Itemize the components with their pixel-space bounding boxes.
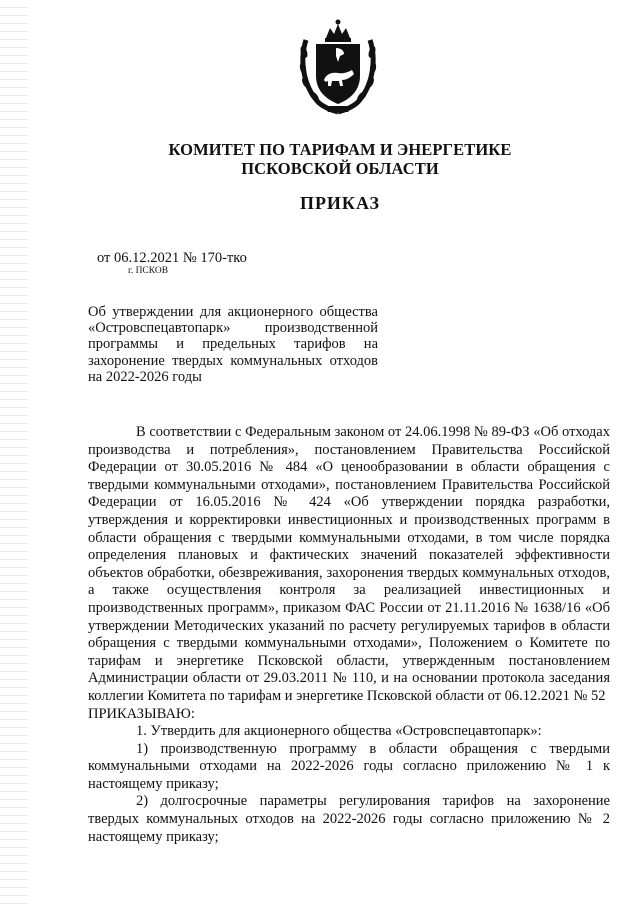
document-body <box>88 424 610 846</box>
place-label: г. ПСКОВ <box>128 266 169 276</box>
pskov-coat-of-arms-icon <box>296 18 380 116</box>
scan-edge-noise <box>0 0 28 905</box>
order-item-1-1: 1) производственную программу в области обращения с твердыми коммунальными отходами на 2022-2026 годы согласно приложению № 1 к настоящему приказу; <box>88 740 610 792</box>
preamble-paragraph: В соответствии с Федеральным законом от 24.06.1998 № 89-ФЗ «Об отходах производства и потребления», постановлением Правительства Российской Федерации от 30.05.2016 № 484 «О ценообразовании в области обращения с твердыми коммунальными отходами», постановлением Правительства Российской Федерации от 16.05.2016 № 424 «Об утверждении порядка разработки, утверждения и корректировки инвестиционных и производственных программ в области обращения с твердыми коммунальными отходами, в том числе порядка определения плановых и фактических значений показателей эффективности объектов обработки, обезвреживания, захоронения твердых коммунальных отходов, а также осуществления контроля за реализацией инвестиционных и производственных программ», приказом ФАС России от 21.11.2016 № 1638/16 «Об утверждении Методических указаний по расчету регулируемых тарифов в области обращения с твердыми коммунальными отходами», Положением о Комитете по тарифам и энергетике Псковской области, утвержденным постановлением Администрации области от 29.03.2011 № 110, и на основании протокола заседания коллегии Комитета по тарифам и энергетике Псковской области от 06.12.2021 № 52 <box>88 424 610 704</box>
date-and-number: от 06.12.2021 № 170-тко <box>97 250 247 266</box>
document-type-title: ПРИКАЗ <box>299 193 381 213</box>
order-keyword: ПРИКАЗЫВАЮ: <box>88 705 195 722</box>
order-subject: Об утверждении для акционерного общества «Островспецавтопарк» производственной программы и предельных тарифов на захоронение твердых коммунальных отходов на 2022-2026 годы <box>88 304 378 385</box>
order-item-1-2: 2) долгосрочные параметры регулирования тарифов на захоронение твердых коммунальных отходов на 2022-2026 годы согласно приложению № 2 настоящему приказу; <box>88 793 610 845</box>
org-name-line1: КОМИТЕТ ПО ТАРИФАМ И ЭНЕРГЕТИКЕ <box>168 140 512 159</box>
order-item-1: 1. Утвердить для акционерного общества «Островспецавтопарк»: <box>136 723 542 740</box>
org-name-line2: ПСКОВСКОЙ ОБЛАСТИ <box>241 159 439 178</box>
